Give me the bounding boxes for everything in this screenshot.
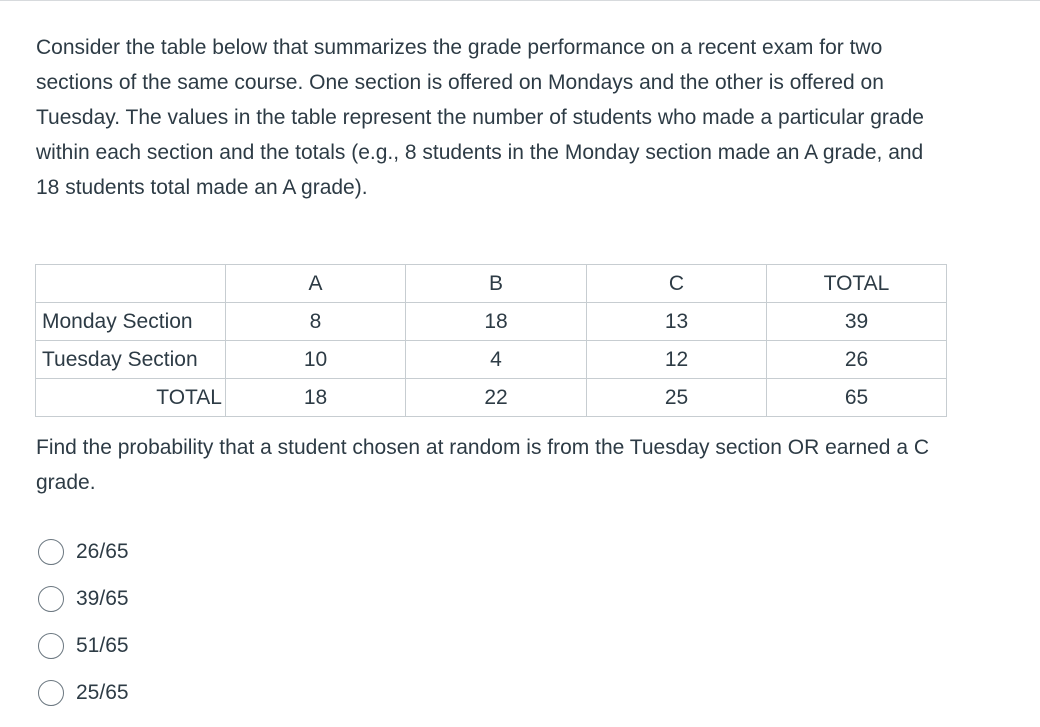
table-cell: 65 (767, 379, 947, 417)
table-header-b: B (406, 265, 587, 303)
answer-option[interactable] (38, 669, 129, 716)
radio-button[interactable] (38, 633, 64, 659)
table-cell: 12 (587, 341, 767, 379)
radio-button[interactable] (38, 539, 64, 565)
table-cell: 18 (226, 379, 406, 417)
table-cell: 22 (406, 379, 587, 417)
table-cell: 4 (406, 341, 587, 379)
table-header-total: TOTAL (767, 265, 947, 303)
row-label-tuesday: Tuesday Section (36, 341, 226, 379)
question-prompt: Find the probability that a student chosen at random is from the Tuesday section OR earned a C grade. (36, 436, 929, 494)
answer-label: 26/65 (76, 539, 129, 563)
top-divider (0, 0, 1040, 1)
answer-option[interactable] (38, 575, 129, 622)
answer-label: 25/65 (76, 680, 129, 704)
table-cell: 39 (767, 303, 947, 341)
row-label-total: TOTAL (36, 379, 226, 417)
table-cell: 18 (406, 303, 587, 341)
table-header-row (36, 265, 947, 303)
answer-option[interactable] (38, 528, 129, 575)
radio-button[interactable] (38, 680, 64, 706)
table-cell: 10 (226, 341, 406, 379)
table-row (36, 303, 947, 341)
table-cell: 25 (587, 379, 767, 417)
table-header-a: A (226, 265, 406, 303)
table-cell: 13 (587, 303, 767, 341)
answer-label: 39/65 (76, 586, 129, 610)
answer-label: 51/65 (76, 633, 129, 657)
answer-option[interactable] (38, 622, 129, 669)
table-cell: 8 (226, 303, 406, 341)
table-cell: 26 (767, 341, 947, 379)
question-intro: Consider the table below that summarizes the grade performance on a recent exam for two sections of the same course. One section is offered on Mondays and the other is offered on Tuesday. The values in the table represent the number of students who made a particular grade within each section and the totals (e.g., 8 students in the Monday section made an A grade, and 18 students total made an A grade). (36, 36, 924, 199)
table-row (36, 341, 947, 379)
answer-list (38, 528, 129, 716)
table-header-corner (36, 265, 226, 303)
table-header-c: C (587, 265, 767, 303)
row-label-monday: Monday Section (36, 303, 226, 341)
radio-button[interactable] (38, 586, 64, 612)
grade-table (35, 264, 947, 417)
table-row (36, 379, 947, 417)
